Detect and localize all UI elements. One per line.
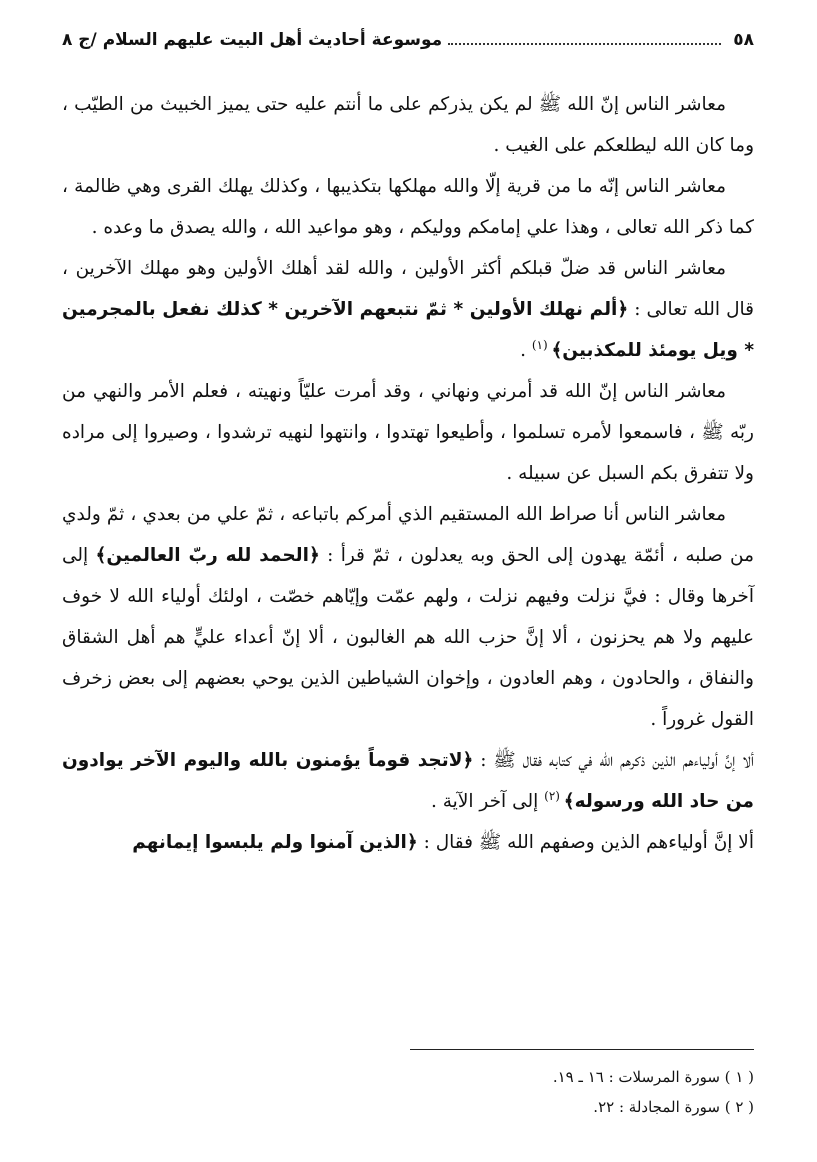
text-run: معاشر الناس إنّ الله ﷺ لم يكن يذركم على ما أنتم عليه حتى يميز الخبيث من الطيّب ، وما كان الله ليطلعكم على الغيب . [62,94,754,156]
paragraph [62,248,754,371]
text-run: ألا إنَّ أولياءهم الذين وصفهم الله ﷺ فقال : [417,832,754,853]
running-title: موسوعة أحاديث أهل البيت عليهم السلام /ج ٨ [62,30,443,50]
quran-verse: ﴿ألم نهلك الأولين * ثمّ نتبعهم الآخرين * كذلك نفعل بالمجرمين * ويل يومئذ للمكذبين﴾ [62,299,754,361]
quran-verse: ﴿الحمد لله ربّ العالمين﴾ [95,545,320,566]
paragraph [62,84,754,166]
quran-verse: ﴿الذين آمنوا ولم يلبسوا إيمانهم [132,832,418,853]
footnote-ref: (٢) [544,788,564,803]
paragraph [62,494,754,740]
text-run: إلى آخرها وقال : فيَّ نزلت وفيهم نزلت ، ولهم عمّت وإيّاهم خصّت ، اولئك أولياء الله لا خوف عليهم ولا هم يحزنون ، ألا إنَّ حزب الله هم الغالبون ، ألا إنّ أعداء عليٍّ هم أهل الشقاق والنفاق ، والحادون ، وهم العادون ، وإخوان الشياطين الذين يوحي بعضهم إلى بعض زخرف القول غروراً . [62,545,754,730]
footnote-2: ( ٢ ) سورة المجادلة : ٢٢. [593,1098,754,1116]
header-dotted-leader [448,43,721,45]
main-text [62,84,754,863]
text-run: معاشر الناس قد ضلّ قبلكم أكثر الأولين ، والله لقد أهلك الأولين وهو مهلك الآخرين ، قال الله تعالى : [62,258,754,320]
text-run: معاشر الناس أنا صراط الله المستقيم الذي أمركم باتباعه ، ثمّ علي من بعدي ، ثمّ ولدي من صلبه ، أئمّة يهدون إلى الحق وبه يعدلون ، ثمّ قرأ : [62,504,754,566]
text-run: معاشر الناس إنّه ما من قرية إلّا والله مهلكها بتكذيبها ، وكذلك يهلك القرى وهي ظالمة ، كما ذكر الله تعالى ، وهذا علي إمامكم ووليكم ، وهو مواعيد الله ، والله يصدق ما وعده . [62,176,754,238]
paragraph [62,371,754,494]
footnote-divider [410,1049,754,1050]
footnote-1: ( ١ ) سورة المرسلات : ١٦ ـ ١٩. [552,1068,754,1086]
text-run: إلى آخر الآية . [431,791,545,812]
paragraph [62,166,754,248]
text-run: . [520,340,532,361]
paragraph [62,822,754,863]
text-run: معاشر الناس إنّ الله قد أمرني ونهاني ، وقد أمرت عليّاً ونهيته ، فعلم الأمر والنهي من ربّه ﷺ ، فاسمعوا لأمره تسلموا ، وأطيعوا تهتدوا ، وانتهوا لنهيه ترشدوا ، وصيروا إلى مراده ولا تتفرق بكم السبل عن سبيله . [62,381,754,484]
paragraph [62,740,754,822]
page-number: ٥٨ [733,30,754,50]
page-header [62,20,754,60]
quran-verse: ﴿لاتجد قوماً يؤمنون بالله واليوم الآخر يوادون من حاد الله ورسوله﴾ [62,750,754,812]
footnotes [62,1062,754,1122]
footnote-ref: (١) [531,337,552,352]
book-page [62,20,754,1140]
text-run: ألا إنَّ أولياءهم الذين ذكرهم الله في كتابه فقال ﷺ : [473,750,754,771]
